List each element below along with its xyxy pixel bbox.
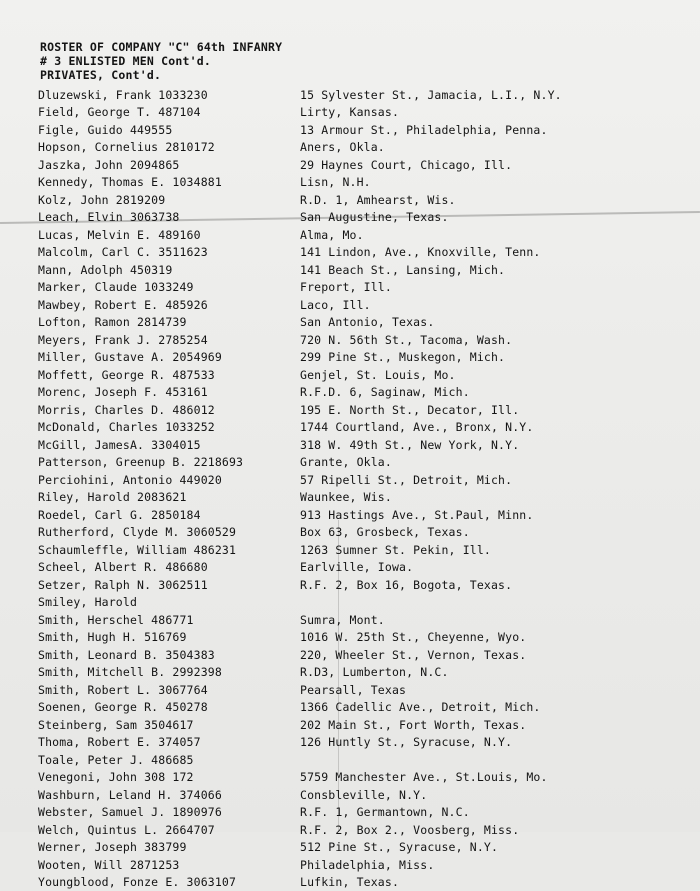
roster-row	[38, 226, 678, 244]
soldier-name-serial: Kennedy, Thomas E. 1034881	[38, 175, 300, 189]
roster-row	[38, 139, 678, 157]
home-address: Earlville, Iowa.	[300, 560, 670, 574]
roster-row	[38, 314, 678, 332]
soldier-name-serial: Figle, Guido 449555	[38, 123, 300, 137]
home-address: Lufkin, Texas.	[300, 875, 670, 889]
home-address: 1744 Courtland, Ave., Bronx, N.Y.	[300, 420, 670, 434]
home-address: 202 Main St., Fort Worth, Texas.	[300, 718, 670, 732]
home-address: 15 Sylvester St., Jamacia, L.I., N.Y.	[300, 88, 670, 102]
roster-row	[38, 629, 678, 647]
home-address: Consbleville, N.Y.	[300, 788, 670, 802]
home-address: 1016 W. 25th St., Cheyenne, Wyo.	[300, 630, 670, 644]
home-address: Waunkee, Wis.	[300, 490, 670, 504]
roster-row	[38, 559, 678, 577]
soldier-name-serial: Smith, Leonard B. 3504383	[38, 648, 300, 662]
home-address: R.F. 2, Box 2., Voosberg, Miss.	[300, 823, 670, 837]
roster-row	[38, 874, 678, 891]
soldier-name-serial: Smith, Mitchell B. 2992398	[38, 665, 300, 679]
home-address: 512 Pine St., Syracuse, N.Y.	[300, 840, 670, 854]
home-address: San Antonio, Texas.	[300, 315, 670, 329]
roster-row	[38, 751, 678, 769]
roster-row	[38, 821, 678, 839]
document-subtitle: # 3 ENLISTED MEN Cont'd.	[40, 54, 282, 68]
roster-row	[38, 366, 678, 384]
roster-row	[38, 594, 678, 612]
soldier-name-serial: Smith, Robert L. 3067764	[38, 683, 300, 697]
roster-row	[38, 524, 678, 542]
roster-row	[38, 734, 678, 752]
home-address: 13 Armour St., Philadelphia, Penna.	[300, 123, 670, 137]
home-address: 5759 Manchester Ave., St.Louis, Mo.	[300, 770, 670, 784]
soldier-name-serial: Perciohini, Antonio 449020	[38, 473, 300, 487]
soldier-name-serial: Smith, Hugh H. 516769	[38, 630, 300, 644]
roster-row	[38, 454, 678, 472]
roster-row	[38, 611, 678, 629]
roster-row	[38, 664, 678, 682]
roster-row	[38, 104, 678, 122]
roster-row	[38, 86, 678, 104]
home-address: 720 N. 56th St., Tacoma, Wash.	[300, 333, 670, 347]
soldier-name-serial: Patterson, Greenup B. 2218693	[38, 455, 300, 469]
soldier-name-serial: Washburn, Leland H. 374066	[38, 788, 300, 802]
soldier-name-serial: Meyers, Frank J. 2785254	[38, 333, 300, 347]
document-title: ROSTER OF COMPANY "C" 64th INFANRY	[40, 40, 282, 54]
roster-row	[38, 191, 678, 209]
roster-row	[38, 244, 678, 262]
home-address: Pearsall, Texas	[300, 683, 670, 697]
soldier-name-serial: McGill, JamesA. 3304015	[38, 438, 300, 452]
soldier-name-serial: Mawbey, Robert E. 485926	[38, 298, 300, 312]
roster-row	[38, 436, 678, 454]
soldier-name-serial: Moffett, George R. 487533	[38, 368, 300, 382]
roster-row	[38, 331, 678, 349]
soldier-name-serial: Miller, Gustave A. 2054969	[38, 350, 300, 364]
roster-row	[38, 804, 678, 822]
soldier-name-serial: Scheel, Albert R. 486680	[38, 560, 300, 574]
roster-row	[38, 576, 678, 594]
roster-row	[38, 401, 678, 419]
soldier-name-serial: Soenen, George R. 450278	[38, 700, 300, 714]
roster-row	[38, 419, 678, 437]
soldier-name-serial: Smith, Herschel 486771	[38, 613, 300, 627]
soldier-name-serial: Field, George T. 487104	[38, 105, 300, 119]
roster-row	[38, 174, 678, 192]
home-address: Grante, Okla.	[300, 455, 670, 469]
soldier-name-serial: Mann, Adolph 450319	[38, 263, 300, 277]
soldier-name-serial: Lofton, Ramon 2814739	[38, 315, 300, 329]
soldier-name-serial: Lucas, Melvin E. 489160	[38, 228, 300, 242]
home-address: 1366 Cadellic Ave., Detroit, Mich.	[300, 700, 670, 714]
soldier-name-serial: Jaszka, John 2094865	[38, 158, 300, 172]
home-address: Lisn, N.H.	[300, 175, 670, 189]
roster-header	[40, 40, 282, 82]
home-address: Box 63, Grosbeck, Texas.	[300, 525, 670, 539]
home-address: R.D3, Lumberton, N.C.	[300, 665, 670, 679]
home-address: 299 Pine St., Muskegon, Mich.	[300, 350, 670, 364]
home-address: San Augustine, Texas.	[300, 210, 670, 224]
soldier-name-serial: Schaumleffle, William 486231	[38, 543, 300, 557]
roster-row	[38, 769, 678, 787]
roster-row	[38, 279, 678, 297]
roster-row	[38, 856, 678, 874]
roster-list	[38, 86, 678, 891]
soldier-name-serial: Setzer, Ralph N. 3062511	[38, 578, 300, 592]
roster-row	[38, 541, 678, 559]
soldier-name-serial: Roedel, Carl G. 2850184	[38, 508, 300, 522]
roster-row	[38, 506, 678, 524]
soldier-name-serial: Welch, Quintus L. 2664707	[38, 823, 300, 837]
home-address: Philadelphia, Miss.	[300, 858, 670, 872]
roster-row	[38, 384, 678, 402]
soldier-name-serial: Dluzewski, Frank 1033230	[38, 88, 300, 102]
home-address: R.F.D. 6, Saginaw, Mich.	[300, 385, 670, 399]
home-address: 195 E. North St., Decator, Ill.	[300, 403, 670, 417]
roster-row	[38, 786, 678, 804]
home-address: 318 W. 49th St., New York, N.Y.	[300, 438, 670, 452]
soldier-name-serial: Hopson, Cornelius 2810172	[38, 140, 300, 154]
home-address: R.F. 1, Germantown, N.C.	[300, 805, 670, 819]
soldier-name-serial: Marker, Claude 1033249	[38, 280, 300, 294]
soldier-name-serial: McDonald, Charles 1033252	[38, 420, 300, 434]
soldier-name-serial: Thoma, Robert E. 374057	[38, 735, 300, 749]
soldier-name-serial: Werner, Joseph 383799	[38, 840, 300, 854]
home-address: 1263 Sumner St. Pekin, Ill.	[300, 543, 670, 557]
home-address: 141 Lindon, Ave., Knoxville, Tenn.	[300, 245, 670, 259]
soldier-name-serial: Steinberg, Sam 3504617	[38, 718, 300, 732]
home-address: Alma, Mo.	[300, 228, 670, 242]
section-heading: PRIVATES, Cont'd.	[40, 68, 282, 82]
soldier-name-serial: Malcolm, Carl C. 3511623	[38, 245, 300, 259]
home-address: 220, Wheeler St., Vernon, Texas.	[300, 648, 670, 662]
home-address: R.F. 2, Box 16, Bogota, Texas.	[300, 578, 670, 592]
home-address: Aners, Okla.	[300, 140, 670, 154]
home-address: R.D. 1, Amhearst, Wis.	[300, 193, 670, 207]
roster-row	[38, 209, 678, 227]
roster-row	[38, 646, 678, 664]
roster-row	[38, 716, 678, 734]
roster-row	[38, 121, 678, 139]
home-address: Lirty, Kansas.	[300, 105, 670, 119]
soldier-name-serial: Wooten, Will 2871253	[38, 858, 300, 872]
home-address: Sumra, Mont.	[300, 613, 670, 627]
soldier-name-serial: Smiley, Harold	[38, 595, 300, 609]
home-address: Genjel, St. Louis, Mo.	[300, 368, 670, 382]
home-address: Freport, Ill.	[300, 280, 670, 294]
home-address: 141 Beach St., Lansing, Mich.	[300, 263, 670, 277]
soldier-name-serial: Morenc, Joseph F. 453161	[38, 385, 300, 399]
soldier-name-serial: Kolz, John 2819209	[38, 193, 300, 207]
roster-row	[38, 296, 678, 314]
roster-row	[38, 681, 678, 699]
roster-row	[38, 261, 678, 279]
soldier-name-serial: Youngblood, Fonze E. 3063107	[38, 875, 300, 889]
soldier-name-serial: Morris, Charles D. 486012	[38, 403, 300, 417]
soldier-name-serial: Rutherford, Clyde M. 3060529	[38, 525, 300, 539]
roster-row	[38, 699, 678, 717]
home-address: 913 Hastings Ave., St.Paul, Minn.	[300, 508, 670, 522]
roster-row	[38, 156, 678, 174]
home-address: 29 Haynes Court, Chicago, Ill.	[300, 158, 670, 172]
home-address: 57 Ripelli St., Detroit, Mich.	[300, 473, 670, 487]
soldier-name-serial: Toale, Peter J. 486685	[38, 753, 300, 767]
roster-row	[38, 489, 678, 507]
soldier-name-serial: Leach, Elvin 3063738	[38, 210, 300, 224]
roster-row	[38, 349, 678, 367]
home-address: Laco, Ill.	[300, 298, 670, 312]
soldier-name-serial: Venegoni, John 308 172	[38, 770, 300, 784]
roster-row	[38, 471, 678, 489]
soldier-name-serial: Riley, Harold 2083621	[38, 490, 300, 504]
roster-row	[38, 839, 678, 857]
home-address: 126 Huntly St., Syracuse, N.Y.	[300, 735, 670, 749]
soldier-name-serial: Webster, Samuel J. 1890976	[38, 805, 300, 819]
